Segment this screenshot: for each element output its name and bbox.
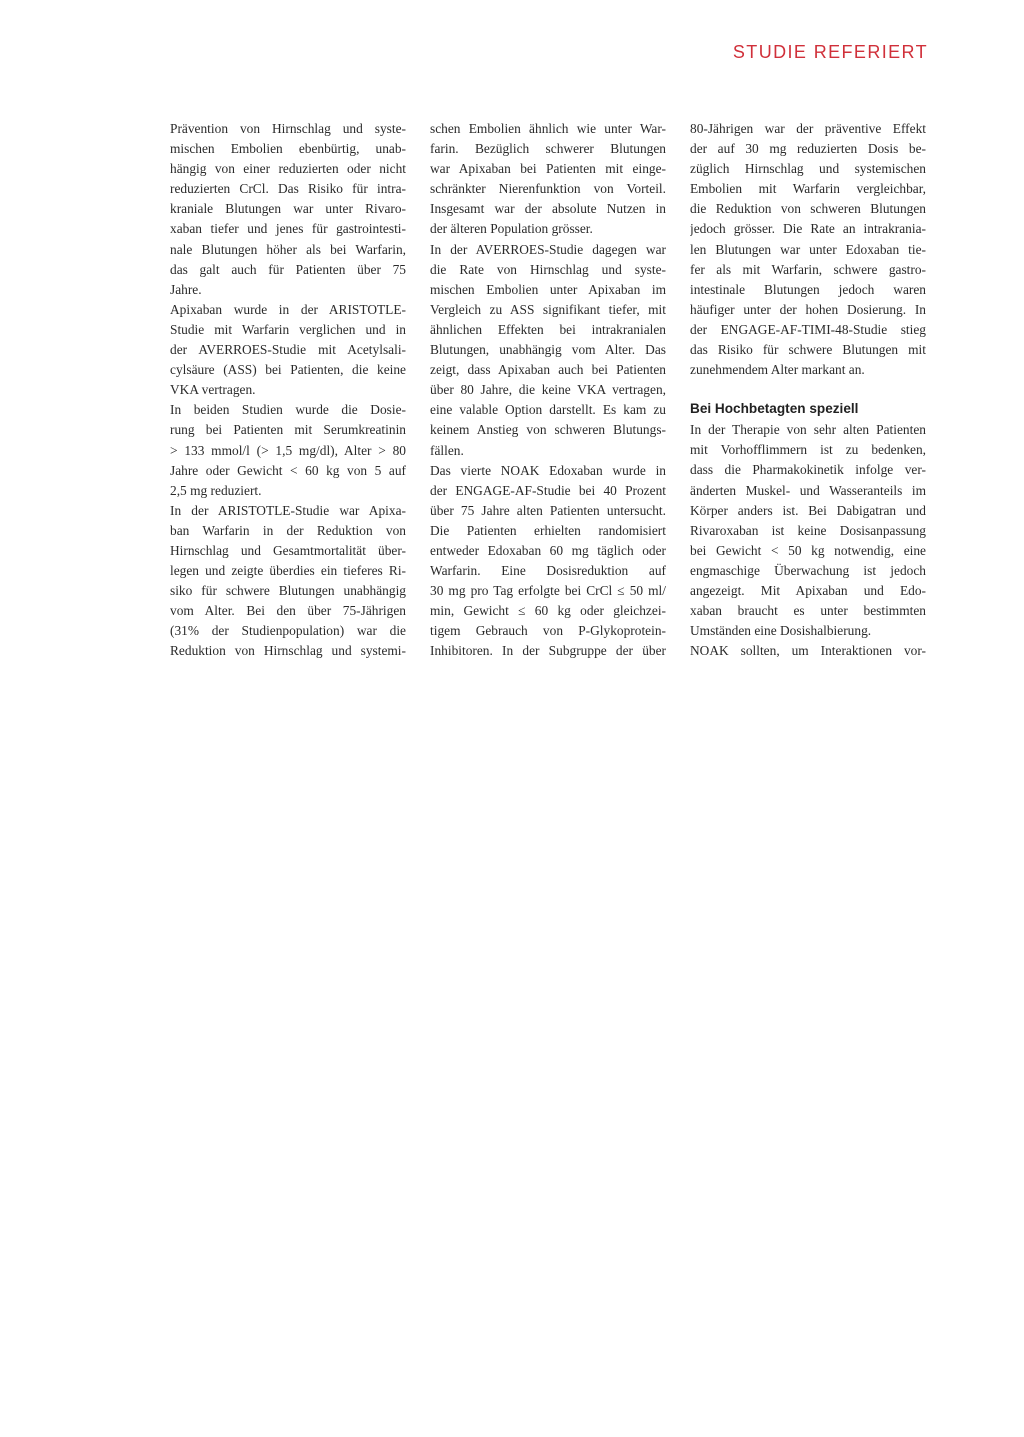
text-line: min, Gewicht ≤ 60 kg oder gleichzei- xyxy=(430,603,666,619)
text-line: der ENGAGE-AF-TIMI-48-Studie stieg xyxy=(690,321,926,337)
text-line: 2,5 mg reduziert. xyxy=(170,482,262,498)
text-line: war Apixaban bei Patienten mit einge- xyxy=(430,161,666,177)
text-line: > 133 mmol/l (> 1,5 mg/dl), Alter > 80 xyxy=(170,442,406,458)
text-line: jedoch grösser. Die Rate an intrakrania- xyxy=(690,221,926,237)
text-line: der ENGAGE-AF-Studie bei 40 Prozent xyxy=(430,482,666,498)
text-line: 30 mg pro Tag erfolgte bei CrCl ≤ 50 ml/ xyxy=(430,583,666,599)
text-line: Reduktion von Hirnschlag und systemi- xyxy=(170,643,406,659)
text-line: ähnlichen Effekten bei intrakranialen xyxy=(430,321,666,337)
text-line: der auf 30 mg reduzierten Dosis be- xyxy=(690,141,926,157)
text-line: Das vierte NOAK Edoxaban wurde in xyxy=(430,462,666,478)
text-line: eine valable Option darstellt. Es kam zu xyxy=(430,402,666,418)
text-line: engmaschige Überwachung ist jedoch xyxy=(690,562,926,578)
text-line: xaban tiefer und jenes für gastrointesti- xyxy=(170,221,406,237)
text-column-1 xyxy=(170,119,406,662)
text-line: entweder Edoxaban 60 mg täglich oder xyxy=(430,542,666,558)
text-line: In der AVERROES-Studie dagegen war xyxy=(430,241,666,257)
text-line: In der Therapie von sehr alten Patienten xyxy=(690,422,926,438)
text-line: die Reduktion von schweren Blutungen xyxy=(690,201,926,217)
paragraph-gap xyxy=(690,380,926,400)
text-line: häufiger unter der hohen Dosierung. In xyxy=(690,301,926,317)
text-line: dass die Pharmakokinetik infolge ver- xyxy=(690,462,926,478)
text-line: mit Vorhofflimmern ist zu bedenken, xyxy=(690,442,926,458)
text-line: die Rate von Hirnschlag und syste- xyxy=(430,261,666,277)
text-line: NOAK sollten, um Interaktionen vor- xyxy=(690,643,926,659)
text-line: hängig von einer reduzierten oder nicht xyxy=(170,161,406,177)
text-line: kraniale Blutungen war unter Rivaro- xyxy=(170,201,406,217)
text-line: intestinale Blutungen jedoch waren xyxy=(690,281,926,297)
text-line: cylsäure (ASS) bei Patienten, die keine xyxy=(170,362,406,378)
text-line: VKA vertragen. xyxy=(170,382,256,398)
text-line: Körper anders ist. Bei Dabigatran und xyxy=(690,502,926,518)
text-line: farin. Bezüglich schwerer Blutungen xyxy=(430,141,666,157)
text-column-3 xyxy=(690,119,926,661)
text-line: Jahre oder Gewicht < 60 kg von 5 auf xyxy=(170,462,406,478)
text-line: der AVERROES-Studie mit Acetylsali- xyxy=(170,342,406,358)
text-line: Embolien mit Warfarin vergleichbar, xyxy=(690,181,926,197)
text-line: zeigt, dass Apixaban auch bei Patienten xyxy=(430,362,666,378)
text-line: Jahre. xyxy=(170,281,202,297)
text-line: Umständen eine Dosishalbierung. xyxy=(690,623,872,639)
text-line: das Risiko für schwere Blutungen mit xyxy=(690,342,926,358)
text-line: (31% der Studienpopulation) war die xyxy=(170,623,406,639)
text-line: züglich Hirnschlag und systemischen xyxy=(690,161,926,177)
text-line: 80-Jährigen war der präventive Effekt xyxy=(690,121,926,136)
text-line: mischen Embolien unter Apixaban im xyxy=(430,281,666,297)
text-line: schränkter Nierenfunktion von Vorteil. xyxy=(430,181,666,197)
text-line: len Blutungen war unter Edoxaban tie- xyxy=(690,241,926,257)
text-line: Prävention von Hirnschlag und syste- xyxy=(170,121,406,136)
text-line: keinem Anstieg von schweren Blutungs- xyxy=(430,422,666,438)
text-line: Vergleich zu ASS signifikant tiefer, mit xyxy=(430,301,666,317)
text-line: In beiden Studien wurde die Dosie- xyxy=(170,402,406,418)
text-line: reduzierten CrCl. Das Risiko für intra- xyxy=(170,181,406,197)
text-line: fällen. xyxy=(430,442,464,458)
text-line: über 80 Jahre, die keine VKA vertragen, xyxy=(430,382,666,398)
text-line: Inhibitoren. In der Subgruppe der über xyxy=(430,643,666,659)
text-line: zunehmendem Alter markant an. xyxy=(690,362,865,378)
text-line: siko für schwere Blutungen unabhängig xyxy=(170,583,406,599)
text-line: Rivaroxaban ist keine Dosisanpassung xyxy=(690,522,926,538)
text-line: der älteren Population grösser. xyxy=(430,221,593,237)
text-line: Insgesamt war der absolute Nutzen in xyxy=(430,201,666,217)
section-subheading: Bei Hochbetagten speziell xyxy=(690,401,859,417)
text-line: Warfarin. Eine Dosisreduktion auf xyxy=(430,563,666,579)
text-line: schen Embolien ähnlich wie unter War- xyxy=(430,121,666,136)
text-line: legen und zeigte überdies ein tieferes Ri- xyxy=(170,563,406,579)
text-line: nale Blutungen höher als bei Warfarin, xyxy=(170,241,406,257)
text-line: Blutungen, unabhängig vom Alter. Das xyxy=(430,342,666,358)
text-line: das galt auch für Patienten über 75 xyxy=(170,261,406,277)
text-line: bei Gewicht < 50 kg notwendig, eine xyxy=(690,542,926,558)
text-line: tigem Gebrauch von P-Glykoprotein- xyxy=(430,623,666,639)
section-label: STUDIE REFERIERT xyxy=(732,42,928,62)
text-line: Hirnschlag und Gesamtmortalität über- xyxy=(170,542,406,558)
text-line: über 75 Jahre alten Patienten untersucht. xyxy=(430,502,666,518)
text-column-2 xyxy=(430,119,666,662)
text-line: fer als mit Warfarin, schwere gastro- xyxy=(690,261,926,277)
text-line: mischen Embolien ebenbürtig, unab- xyxy=(170,141,406,157)
text-line: Apixaban wurde in der ARISTOTLE- xyxy=(170,301,406,317)
text-line: rung bei Patienten mit Serumkreatinin xyxy=(170,422,406,438)
text-line: änderten Muskel- und Wasseranteils im xyxy=(690,482,926,498)
text-line: Studie mit Warfarin verglichen und in xyxy=(170,321,406,337)
text-line: vom Alter. Bei den über 75-Jährigen xyxy=(170,603,406,619)
text-line: Die Patienten erhielten randomisiert xyxy=(430,522,666,538)
text-line: In der ARISTOTLE-Studie war Apixa- xyxy=(170,502,406,518)
text-line: xaban braucht es unter bestimmten xyxy=(690,603,926,619)
text-line: angezeigt. Mit Apixaban und Edo- xyxy=(690,582,926,598)
text-line: ban Warfarin in der Reduktion von xyxy=(170,522,406,538)
